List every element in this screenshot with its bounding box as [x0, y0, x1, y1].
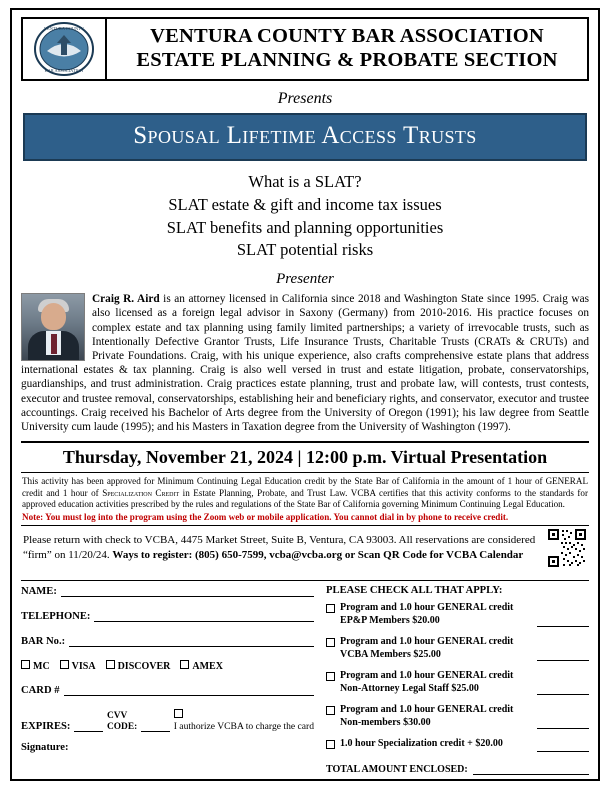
signature-label: Signature:	[21, 742, 69, 754]
telephone-label: TELEPHONE:	[21, 611, 91, 623]
event-datetime: Thursday, November 21, 2024 | 12:00 p.m. Virtual Presentation	[21, 441, 589, 473]
option-line2: EP&P Members $20.00	[340, 614, 440, 626]
option-amount-input[interactable]	[537, 613, 589, 627]
presenter-photo	[21, 293, 85, 361]
mcle-general-caps: GENERAL	[545, 476, 588, 487]
name-input[interactable]	[61, 585, 314, 597]
vcba-seal-icon	[33, 21, 95, 77]
svg-text:VENTURA COUNTY: VENTURA COUNTY	[43, 26, 85, 31]
option-line2: VCBA Members $25.00	[340, 648, 441, 660]
option-line2: Non-members $30.00	[340, 716, 431, 728]
bar-number-label: BAR No.:	[21, 636, 66, 648]
card-type-mc-label: MC	[33, 661, 50, 673]
card-type-discover[interactable]	[106, 660, 171, 672]
presenter-bio-text: is an attorney licensed in California since 2018 and Washington State since 1995. Craig was also licensed as a foreign legal advisor in Saxony (Germany) from 2010-2016. His practice focuses on complex estate and tax planning using family limited partnerships; a variety of irrevocable trusts, such as Intentionally Defective Grantor Trusts, Life Insurance Trusts, Charitable Trusts (CRATs & CRUTs) and Private Foundations. Craig, with his unique experience, also crafts comprehensive estate plans that address international estates & tax planning. Craig is also well versed in trust and estate litigation, probate, conservatorships, guardianships, and trust administration. Craig practices estate planning, trust and probate law, will contests, trust contests, executor and trustee removal, conservatorships, establishing heir and beneficiary rights, and conservator, executor and trustee accountings. Craig received his Bachelor of Arts degree from the University of Oregon (1991); his law degree from Seattle University cum laude (1995); and his Masters in Taxation degree from the University of Washington (1997).	[21, 293, 589, 434]
checkbox-icon[interactable]	[326, 672, 335, 681]
mcle-specialization-caps: Specialization Credit	[102, 487, 180, 498]
name-field-row	[21, 585, 314, 597]
option-line2: Non-Attorney Legal Staff $25.00	[340, 682, 479, 694]
card-type-discover-label: DISCOVER	[117, 661, 171, 673]
mcle-credit-block	[21, 473, 589, 526]
authorize-checkbox-group[interactable]	[174, 709, 314, 732]
header-titles	[107, 19, 587, 79]
mcle-text-1: This activity has been approved for Minimum Continuing Legal Education credit by the State Bar of California in the amount of 1 hour of	[22, 476, 546, 487]
expires-input[interactable]	[74, 720, 103, 732]
option-non-attorney-staff[interactable]	[326, 670, 589, 695]
card-type-mc[interactable]	[21, 660, 50, 672]
option-epp-members[interactable]	[326, 602, 589, 627]
expires-label: EXPIRES:	[21, 721, 71, 733]
mcle-text-3: in Estate Planning, Probate, and Trust Law. VCBA certifies that this activity conforms to the standards for approved education activities prescribed by the rules and regulations of the State Bar of California governing Minimum Continuing Legal Education.	[22, 487, 588, 510]
header-banner	[21, 17, 589, 81]
topic-item: SLAT potential risks	[236, 240, 374, 260]
firm-date-line: “firm” on 11/20/24.	[23, 548, 113, 561]
registration-instructions	[21, 526, 589, 580]
checkbox-icon[interactable]	[174, 709, 183, 718]
checkbox-icon[interactable]	[326, 638, 335, 647]
topic-item: What is a SLAT?	[248, 172, 362, 191]
option-line1: Program and 1.0 hour GENERAL credit	[340, 636, 514, 648]
zoom-note: Note: You must log into the program using the Zoom web or mobile application. You cannot dial in by phone to receive credit.	[22, 511, 509, 522]
checkbox-icon[interactable]	[326, 740, 335, 749]
checkbox-icon[interactable]	[106, 660, 115, 669]
option-line1: Program and 1.0 hour GENERAL credit	[340, 704, 514, 716]
presenter-name: Craig R. Aird	[92, 293, 160, 306]
telephone-input[interactable]	[94, 610, 314, 622]
org-name-line1: VENTURA COUNTY BAR ASSOCIATION	[150, 24, 544, 47]
signature-row	[21, 742, 314, 753]
total-row	[326, 762, 589, 775]
checkbox-icon[interactable]	[21, 660, 30, 669]
expires-row	[21, 709, 314, 732]
authorize-label: I authorize VCBA to charge the card	[173, 721, 315, 733]
option-vcba-members[interactable]	[326, 636, 589, 661]
option-amount-input[interactable]	[537, 647, 589, 661]
mcle-text-2: credit and 1 hour of	[22, 487, 103, 498]
option-non-members[interactable]	[326, 704, 589, 729]
form-left-column	[21, 585, 322, 775]
seminar-title: Spousal Lifetime Access Trusts	[133, 122, 477, 149]
presents-label: Presents	[277, 90, 333, 107]
bar-number-field-row	[21, 635, 314, 647]
card-type-visa-label: VISA	[71, 661, 96, 673]
svg-text:BAR ASSOCIATION: BAR ASSOCIATION	[44, 68, 84, 73]
return-address-line: Please return with check to VCBA, 4475 Market Street, Suite B, Ventura, CA 93003. All reservations are considered	[23, 534, 536, 547]
check-all-heading: PLEASE CHECK ALL THAT APPLY:	[326, 585, 503, 597]
presenter-heading: Presenter	[276, 271, 334, 288]
topic-item: SLAT estate & gift and income tax issues	[168, 194, 442, 214]
qr-code-icon[interactable]	[547, 528, 587, 568]
cvv-label: CVV CODE:	[106, 711, 138, 732]
org-name-line2: ESTATE PLANNING & PROBATE SECTION	[136, 49, 558, 71]
card-type-visa[interactable]	[60, 660, 96, 672]
checkbox-icon[interactable]	[326, 706, 335, 715]
card-number-input[interactable]	[64, 684, 314, 696]
logo-cell	[23, 19, 107, 79]
telephone-field-row	[21, 610, 314, 622]
checkbox-icon[interactable]	[180, 660, 189, 669]
option-line1: 1.0 hour Specialization credit + $20.00	[340, 738, 503, 750]
bar-number-input[interactable]	[69, 635, 314, 647]
card-type-amex[interactable]	[180, 660, 223, 672]
option-line1: Program and 1.0 hour GENERAL credit	[340, 670, 514, 682]
card-number-label: CARD #	[21, 685, 60, 697]
option-amount-input[interactable]	[537, 681, 589, 695]
form-right-column	[322, 585, 589, 775]
name-label: NAME:	[21, 586, 57, 598]
checkbox-icon[interactable]	[326, 604, 335, 613]
seminar-title-bar	[23, 113, 587, 161]
option-amount-input[interactable]	[537, 715, 589, 729]
card-type-amex-label: AMEX	[192, 661, 223, 673]
card-number-field-row	[21, 684, 314, 696]
option-amount-input[interactable]	[537, 738, 589, 752]
topic-item: SLAT benefits and planning opportunities	[166, 217, 444, 237]
cvv-input[interactable]	[141, 720, 170, 732]
total-label: TOTAL AMOUNT ENCLOSED:	[326, 764, 468, 776]
option-specialization-credit[interactable]	[326, 738, 589, 752]
total-input[interactable]	[473, 762, 589, 775]
presenter-bio	[21, 292, 589, 434]
flyer-border	[10, 8, 600, 781]
card-type-group	[21, 660, 314, 672]
checkbox-icon[interactable]	[60, 660, 69, 669]
option-line1: Program and 1.0 hour GENERAL credit	[340, 602, 514, 614]
topic-list	[21, 171, 589, 262]
ways-to-register: Ways to register: (805) 650-7599, vcba@vcba.org or Scan QR Code for VCBA Calendar	[112, 548, 524, 561]
registration-form	[21, 580, 589, 775]
